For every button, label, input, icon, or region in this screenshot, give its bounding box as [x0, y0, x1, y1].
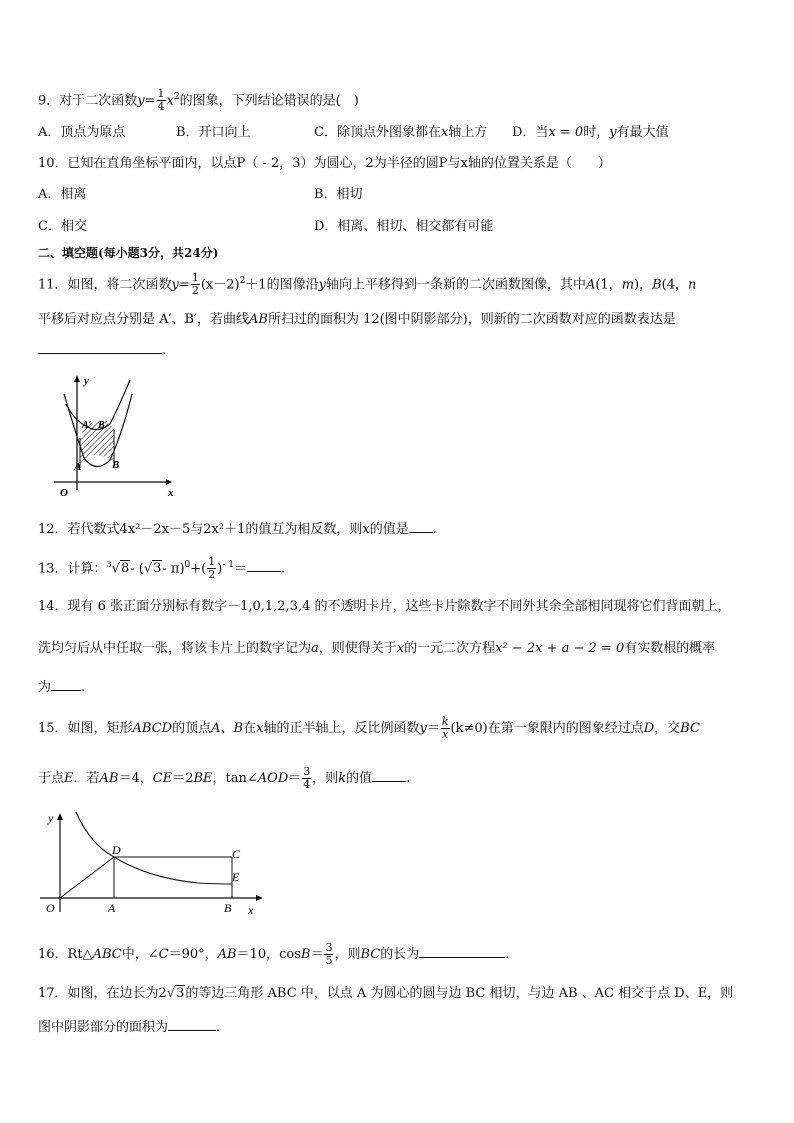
fig11-label-b-prime: B′: [98, 420, 108, 431]
q15-line2: 于点E．若AB＝4，CE＝2BE，tan∠AOD＝ $\frac{3}{4}$ ，则k的值 .: [38, 765, 411, 791]
q15-figure: [38, 808, 268, 920]
q17-answer-blank[interactable]: [168, 1018, 216, 1031]
q17-line2: 图中阴影部分的面积为 .: [38, 1020, 221, 1035]
q11-stem: 11．如图，将二次函数y= $\frac{1}{2}$ $(x-2)^2+1$的图像沿y轴向上平移得到一条新的二次函数图像，其中A(1，m)，B(4，n: [38, 271, 697, 298]
x-axis-arrow-icon: [166, 479, 172, 485]
fig15-label-d: D: [112, 843, 121, 857]
q10-option-c: C．相交: [38, 219, 87, 234]
fig15-label-b: B: [224, 901, 232, 915]
q11-figure: [50, 374, 180, 502]
q16-fraction: $\frac{3}{5}$: [325, 941, 333, 967]
fig15-label-y: y: [48, 811, 54, 825]
q14-line1: 14．现有 6 张正面分别标有数字－1,0,1,2,3,4 的不透明卡片，这些卡片除数字不同外其余全部相同现将它们背面朝上，: [38, 599, 731, 614]
q11-answer-blank[interactable]: [38, 341, 162, 354]
q9-option-c: C．除顶点外图象都在x轴上方: [314, 125, 488, 140]
q11-answer-line: .: [38, 341, 166, 360]
q16-answer-blank[interactable]: [419, 945, 505, 958]
q10-option-a: A．相离: [38, 187, 87, 202]
q17-stem: 17．如图，在边长为2√3的等边三角形 ABC 中，以点 A 为圆心的圆与边 BC 相切，与边 AB 、AC 相交于点 D、E，则: [38, 986, 734, 1001]
q13-answer-blank[interactable]: [247, 559, 281, 572]
q14-line3: 为 .: [38, 680, 86, 695]
fig15-label-a: A: [108, 901, 116, 915]
y-axis-arrow-icon: [57, 813, 63, 820]
fig11-label-y: y: [84, 375, 89, 387]
q11-line2: 平移后对应点分别是 A′、B′，若曲线AB所扫过的面积为 12(图中阴影部分)，则新的二次函数对应的函数表达是: [38, 312, 676, 327]
q9-fraction: $\frac{1}{4}$: [157, 87, 165, 114]
q12-stem: 12．若代数式4x²－2x－5与2x²＋1的值互为相反数，则x的值是 .: [38, 522, 437, 537]
q15-answer-blank[interactable]: [372, 769, 406, 782]
q13-fraction: $\frac{1}{2}$: [208, 555, 216, 582]
fig11-label-x: x: [168, 487, 174, 499]
fig11-label-b: B: [112, 459, 120, 471]
q9-stem: 9．对于二次函数y= $\frac{1}{4}$ $x^2$的图象，下列结论错误的是( ): [38, 87, 359, 114]
q12-answer-blank[interactable]: [409, 520, 433, 533]
q9-option-b: B．开口向上: [176, 125, 251, 140]
q10-option-b: B．相切: [314, 187, 363, 202]
q13-stem: 13．计算：$^3$√8- (√3- π)$^0$+( $\frac{1}{2}$ )$^{- 1}$＝ .: [38, 555, 286, 582]
q14-line2: 洗均匀后从中任取一张，将该卡片上的数字记为a，则使得关于x的一元二次方程x² − 2x + a − 2 = 0有实数根的概率: [38, 641, 716, 656]
q14-answer-blank[interactable]: [51, 678, 81, 691]
q10-stem: 10．已知在直角坐标平面内，以点P（ - 2，3）为圆心，2为半径的圆P与x轴的位置关系是（ ）: [38, 156, 611, 171]
fig11-label-o: O: [60, 487, 68, 499]
hyperbola: [76, 812, 232, 884]
q15-fraction-k: $\frac{k}{x}$: [441, 715, 449, 741]
y-axis-arrow-icon: [74, 375, 80, 382]
q15-stem: 15．如图，矩形ABCD的顶点A、B在x轴的正半轴上，反比例函数y＝ $\frac{k}{x}$ (k≠0)在第一象限内的图象经过点D，交BC: [38, 715, 700, 741]
fig15-label-c: C: [232, 847, 241, 861]
q9-option-d: D．当x = 0时，y有最大值: [512, 125, 669, 140]
x-axis-arrow-icon: [256, 895, 263, 901]
q11-fraction: $\frac{1}{2}$: [191, 271, 199, 298]
fig11-label-a: A: [74, 461, 82, 473]
q15-fraction-tan: $\frac{3}{4}$: [303, 765, 311, 791]
q16-stem: 16．Rt△ABC中，∠C＝90°，AB＝10，cosB＝ $\frac{3}{5}$ ，则BC的长为 .: [38, 941, 510, 967]
q10-option-d: D．相离、相切、相交都有可能: [314, 219, 494, 234]
fig11-label-a-prime: A′: [82, 420, 92, 431]
fig15-label-x: x: [248, 903, 254, 917]
fig15-label-o: O: [46, 901, 55, 915]
segment-od: [60, 857, 114, 898]
fig15-label-e: E: [232, 870, 240, 884]
section-heading: 二、填空题(每小题3分，共24分): [38, 246, 219, 260]
q9-option-a: A．顶点为原点: [38, 125, 126, 140]
rectangle-abcd: [114, 857, 232, 898]
